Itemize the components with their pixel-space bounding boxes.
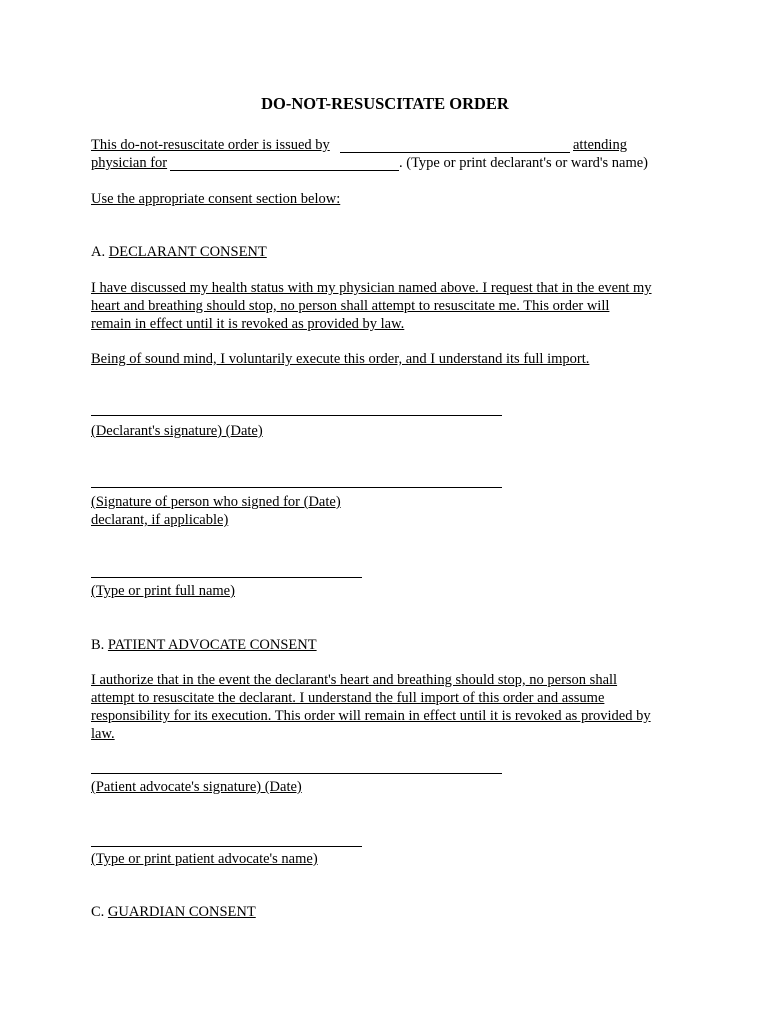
section-b-letter: B. <box>91 637 105 653</box>
intro-line2-suffix: . (Type or print declarant's or ward's name) <box>399 155 649 171</box>
declarant-signature-line <box>91 415 502 416</box>
section-b-para1-line1: I authorize that in the event the declarant's heart and breathing should stop, no person shall <box>91 672 618 688</box>
section-a-letter: A. <box>91 244 106 260</box>
section-b-para1-line4: law. <box>91 726 115 742</box>
patient-advocate-signature-line <box>91 773 502 774</box>
section-a-para2: Being of sound mind, I voluntarily execute this order, and I understand its full import. <box>91 351 590 367</box>
declarant-name-line <box>170 170 399 171</box>
section-a-para1-line1: I have discussed my health status with my physician named above. I request that in the event my <box>91 280 652 296</box>
proxy-signature-label-line1: (Signature of person who signed for (Date) <box>91 494 341 510</box>
physician-name-line <box>340 152 570 153</box>
patient-advocate-signature-label: (Patient advocate's signature) (Date) <box>91 779 302 795</box>
section-b-para1-line2: attempt to resuscitate the declarant. I understand the full import of this order and assume <box>91 690 605 706</box>
section-c-title: GUARDIAN CONSENT <box>107 904 256 920</box>
section-b-para1-line3: responsibility for its execution. This order will remain in effect until it is revoked as provided by <box>91 708 651 724</box>
section-a-para1-line3: remain in effect until it is revoked as provided by law. <box>91 316 405 332</box>
section-a-title: DECLARANT CONSENT <box>108 244 267 260</box>
full-name-label: (Type or print full name) <box>91 583 235 599</box>
intro-line2-prefix: physician for <box>91 155 168 171</box>
document-title: DO-NOT-RESUSCITATE ORDER <box>261 94 509 113</box>
declarant-signature-label: (Declarant's signature) (Date) <box>91 423 263 439</box>
intro-line1-prefix: This do-not-resuscitate order is issued by <box>91 137 330 153</box>
section-b-heading <box>91 636 317 654</box>
proxy-signature-label-line2: declarant, if applicable) <box>91 512 229 528</box>
intro-line1-suffix: attending <box>573 137 627 153</box>
section-b-title: PATIENT ADVOCATE CONSENT <box>107 637 317 653</box>
proxy-signature-line <box>91 487 502 488</box>
section-c-letter: C. <box>91 904 105 920</box>
instruction-text: Use the appropriate consent section below: <box>91 191 341 207</box>
patient-advocate-name-line <box>91 846 362 847</box>
section-a-heading <box>91 243 267 261</box>
section-a-para1-line2: heart and breathing should stop, no person shall attempt to resuscitate me. This order will <box>91 298 610 314</box>
patient-advocate-name-label: (Type or print patient advocate's name) <box>91 851 318 867</box>
section-c-heading <box>91 903 256 921</box>
full-name-line <box>91 577 362 578</box>
